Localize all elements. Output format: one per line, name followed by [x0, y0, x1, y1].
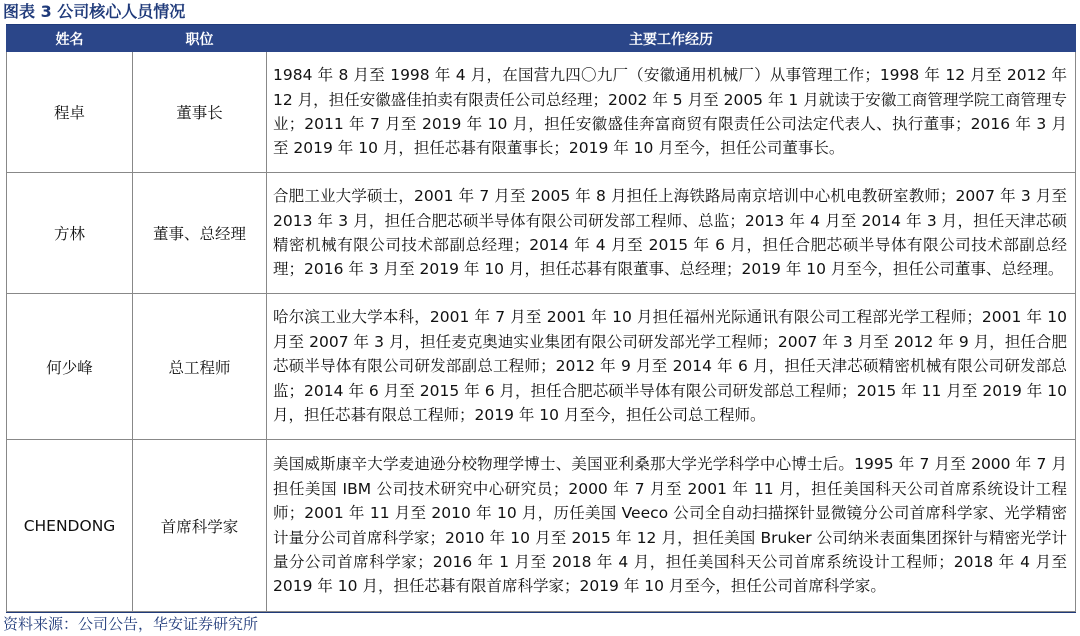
- person-position: 董事、总经理: [133, 173, 267, 294]
- person-name: 程卓: [7, 52, 133, 173]
- person-experience: 1984 年 8 月至 1998 年 4 月，在国营九四〇九厂（安徽通用机械厂）从事管理工作；1998 年 12 月至 2012 年 12 月，担任安徽盛佳拍卖有限责任公司总经理；2002 年 5 月至 2005 年 1 月就读于安徽工商管理学院工商管理专业；2011 年 7 月至 2019 年 10 月，担任安徽盛佳奔富商贸有限责任公司法定代表人、执行董事；2016 年 3 月至 2019 年 10 月，担任芯碁有限董事长；2019 年 10 月至今，担任公司董事长。: [267, 52, 1076, 173]
- person-experience: 合肥工业大学硕士，2001 年 7 月至 2005 年 8 月担任上海铁路局南京培训中心机电教研室教师；2007 年 3 月至 2013 年 3 月，担任合肥芯硕半导体有限公司研发部工程师、总监；2013 年 4 月至 2014 年 3 月，担任天津芯硕精密机械有限公司技术部副总经理；2014 年 4 月至 2015 年 6 月，担任合肥芯硕半导体有限公司技术部副总经理；2016 年 3 月至 2019 年 10 月，担任芯碁有限董事、总经理；2019 年 10 月至今，担任公司董事、总经理。: [267, 173, 1076, 294]
- source-note: 资料来源：公司公告，华安证券研究所: [3, 615, 259, 633]
- header-experience: 主要工作经历: [267, 26, 1076, 52]
- person-position: 总工程师: [133, 294, 267, 440]
- header-position: 职位: [133, 26, 267, 52]
- core-personnel-table: [6, 25, 1076, 612]
- person-experience: 美国威斯康辛大学麦迪逊分校物理学博士、美国亚利桑那大学光学科学中心博士后。1995 年 7 月至 2000 年 7 月担任美国 IBM 公司技术研究中心研究员；2000 年 7 月至 2001 年 11 月，担任美国科天公司首席系统设计工程师；2001 年 11 月至 2010 年 10 月，历任美国 Veeco 公司全自动扫描探针显微镜分公司首席科学家、光学精密计量分公司首席科学家；2010 年 10 月至 2015 年 12 月，担任美国 Bruker 公司纳米表面集团探针与精密光学计量分公司首席科学家；2016 年 1 月至 2018 年 4 月，担任美国科天公司首席系统设计工程师；2018 年 4 月至 2019 年 10 月，担任芯碁有限首席科学家；2019 年 10 月至今，担任公司首席科学家。: [267, 440, 1076, 612]
- table-row: [7, 173, 1076, 294]
- person-name: 何少峰: [7, 294, 133, 440]
- person-name: CHENDONG: [7, 440, 133, 612]
- figure-title: 图表 3 公司核心人员情况: [3, 2, 186, 21]
- table-row: [7, 440, 1076, 612]
- table-header-row: [7, 26, 1076, 52]
- person-position: 首席科学家: [133, 440, 267, 612]
- person-position: 董事长: [133, 52, 267, 173]
- table-row: [7, 52, 1076, 173]
- table-row: [7, 294, 1076, 440]
- person-name: 方林: [7, 173, 133, 294]
- person-experience: 哈尔滨工业大学本科，2001 年 7 月至 2001 年 10 月担任福州光际通讯有限公司工程部光学工程师；2001 年 10 月至 2007 年 3 月，担任麦克奥迪实业集团有限公司研发部光学工程师；2007 年 3 月至 2012 年 9 月，担任合肥芯硕半导体有限公司研发部副总工程师；2012 年 9 月至 2014 年 6 月，担任天津芯硕精密机械有限公司研发部总监；2014 年 6 月至 2015 年 6 月，担任合肥芯硕半导体有限公司研发部总工程师；2015 年 11 月至 2019 年 10 月，担任芯碁有限总工程师；2019 年 10 月至今，担任公司总工程师。: [267, 294, 1076, 440]
- header-name: 姓名: [7, 26, 133, 52]
